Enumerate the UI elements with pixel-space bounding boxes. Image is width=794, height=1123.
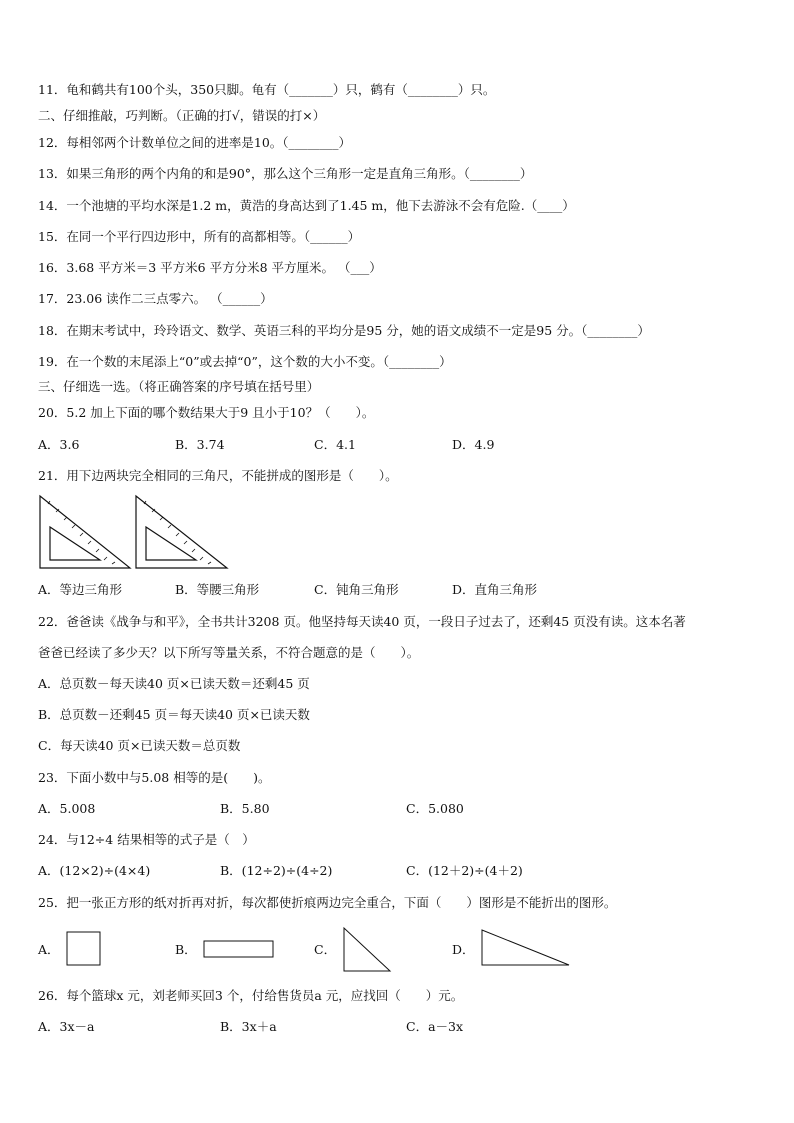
question-21: 21．用下边两块完全相同的三角尺，不能拼成的图形是（ ）。	[38, 468, 398, 483]
question-19: 19．在一个数的末尾添上“0”或去掉“0”，这个数的大小不变。（________）	[38, 354, 452, 369]
q24-option-c: C．(12＋2)÷(4＋2)	[406, 863, 523, 878]
rectangle-shape	[203, 940, 275, 960]
q22-option-c: C．每天读40 页×已读天数＝总页数	[38, 738, 241, 753]
q26-option-b: B．3x＋a	[220, 1019, 277, 1034]
q21-option-c: C．钝角三角形	[314, 582, 399, 597]
section-2-heading: 二、仔细推敲，巧判断。（正确的打√，错误的打×）	[38, 108, 326, 123]
q21-option-d: D．直角三角形	[452, 582, 538, 597]
q22-option-a: A．总页数－每天读40 页×已读天数＝还剩45 页	[38, 676, 310, 691]
question-11: 11．龟和鹤共有100个头，350只脚。龟有（_______）只，鹤有（________）只。	[38, 82, 496, 97]
q23-option-c: C．5.080	[406, 801, 464, 816]
question-20: 20．5.2 加上下面的哪个数结果大于9 且小于10？（ ）。	[38, 405, 375, 420]
set-square-figure	[38, 494, 233, 570]
question-16: 16．3.68 平方米＝3 平方米6 平方分米8 平方厘米。 （___）	[38, 260, 382, 275]
q20-option-c: C．4.1	[314, 437, 356, 452]
q26-option-a: A．3x－a	[38, 1019, 95, 1034]
q25-option-c: C．	[314, 942, 337, 957]
q25-option-a: A．	[38, 942, 60, 957]
q20-option-a: A．3.6	[38, 437, 80, 452]
question-24: 24．与12÷4 结果相等的式子是（ ）	[38, 832, 255, 847]
q21-option-b: B．等腰三角形	[175, 582, 260, 597]
question-17: 17．23.06 读作二三点零六。 （______）	[38, 291, 273, 306]
q23-option-a: A．5.008	[38, 801, 96, 816]
question-14: 14．一个池塘的平均水深是1.2 m，黄浩的身高达到了1.45 m，他下去游泳不会有危险.（____）	[38, 198, 575, 213]
question-13: 13．如果三角形的两个内角的和是90°，那么这个三角形一定是直角三角形。（________）	[38, 166, 533, 181]
set-square-left	[40, 496, 130, 568]
question-18: 18．在期末考试中，玲玲语文、数学、英语三科的平均分是95 分，她的语文成绩不一定是95 分。（________）	[38, 323, 650, 338]
question-22-line-2: 爸爸已经读了多少天？以下所写等量关系，不符合题意的是（ ）。	[38, 645, 420, 660]
q26-option-c: C．a－3x	[406, 1019, 464, 1034]
question-22-line-1: 22．爸爸读《战争与和平》，全书共计3208 页。他坚持每天读40 页，一段日子过去了，还剩45 页没有读。这本名著	[38, 614, 686, 629]
q24-option-a: A．(12×2)÷(4×4)	[38, 863, 151, 878]
question-15: 15．在同一个平行四边形中，所有的高都相等。（______）	[38, 229, 361, 244]
q22-option-b: B．总页数－还剩45 页＝每天读40 页×已读天数	[38, 707, 310, 722]
question-26: 26．每个篮球x 元，刘老师买回3 个，付给售货员a 元，应找回（ ）元。	[38, 988, 464, 1003]
section-3-heading: 三、仔细选一选。（将正确答案的序号填在括号里）	[38, 379, 320, 394]
right-isosceles-triangle-shape	[342, 926, 394, 974]
q23-option-b: B．5.80	[220, 801, 270, 816]
q25-option-d: D．	[452, 942, 475, 957]
q21-option-a: A．等边三角形	[38, 582, 123, 597]
square-shape	[66, 931, 102, 967]
set-square-right	[136, 496, 227, 568]
question-25: 25．把一张正方形的纸对折再对折，每次都使折痕两边完全重合，下面（ ）图形是不能折出的图形。	[38, 895, 617, 910]
q20-option-d: D．4.9	[452, 437, 495, 452]
question-12: 12．每相邻两个计数单位之间的进率是10。（________）	[38, 135, 352, 150]
q25-option-b: B．	[175, 942, 197, 957]
q24-option-b: B．(12÷2)÷(4÷2)	[220, 863, 333, 878]
question-23: 23．下面小数中与5.08 相等的是( )。	[38, 770, 271, 785]
q20-option-b: B．3.74	[175, 437, 225, 452]
right-triangle-shape	[480, 928, 572, 968]
